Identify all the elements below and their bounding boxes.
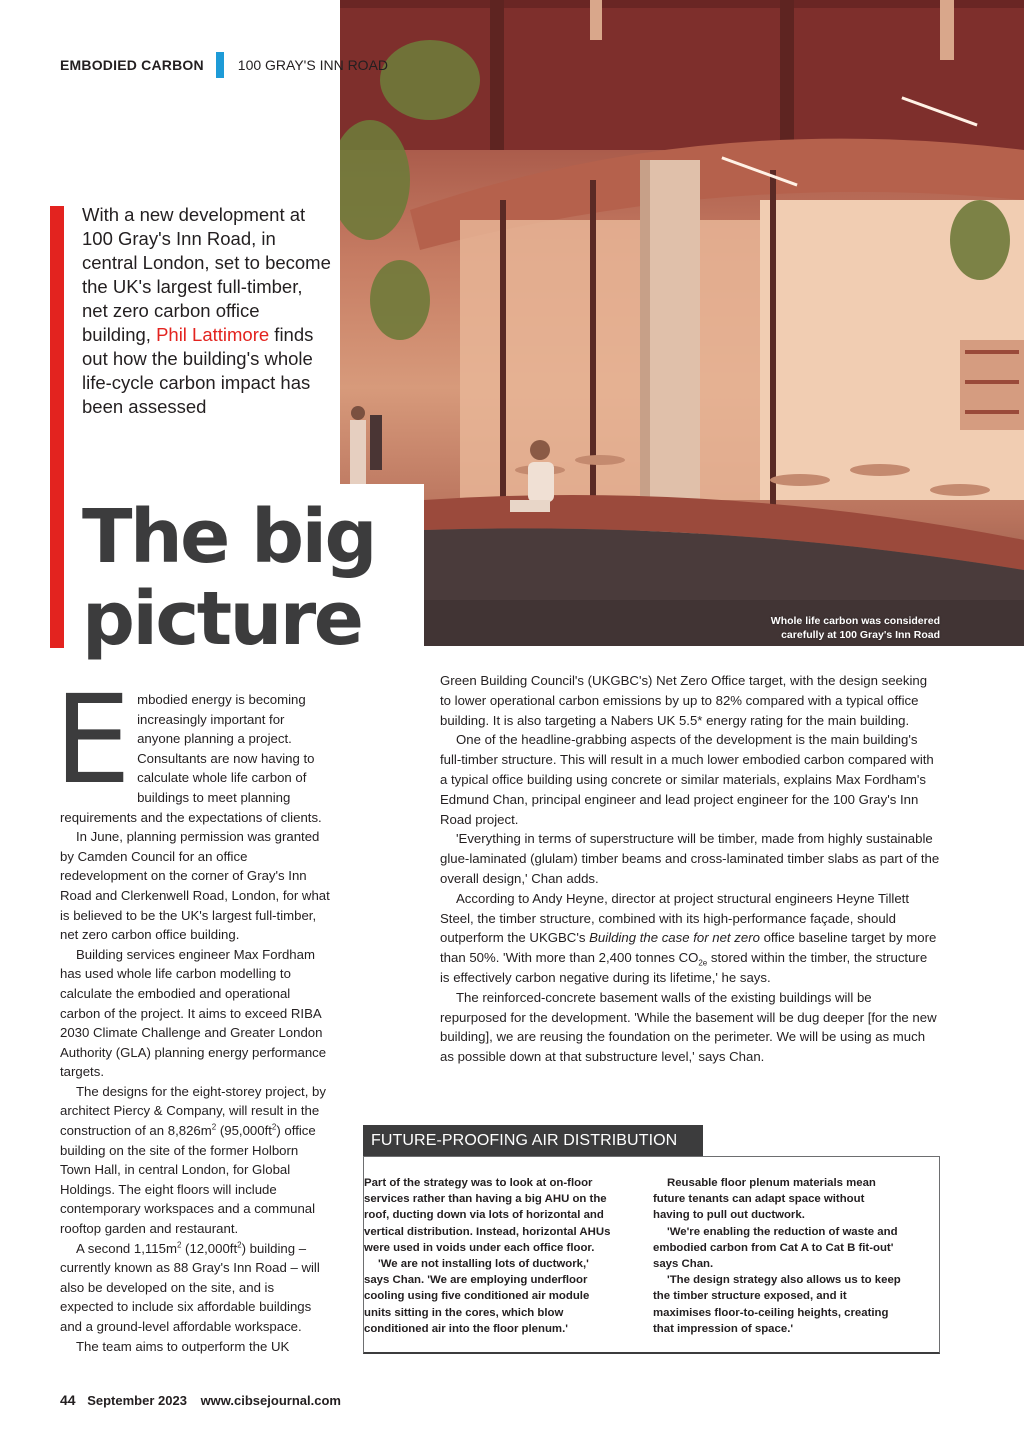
author-name: Phil Lattimore: [156, 324, 270, 345]
body-paragraph: Building services engineer Max Fordham has used whole life carbon modelling to calculate the embodied and operational carbon of the project. It aims to exceed RIBA 2030 Climate Challenge and Greater London Authority (GLA) planning energy performance targets.: [60, 946, 327, 1080]
running-header: [60, 52, 388, 78]
headline-line-1: The big: [82, 494, 375, 580]
paragraph-text: office baseline target by more than 50%. 'With more than 2,400 tonnes CO: [440, 930, 937, 966]
website-link[interactable]: www.cibsejournal.com: [200, 1393, 341, 1408]
box-column-right: [653, 1175, 903, 1337]
header-divider-bar: [216, 52, 224, 78]
headline-line-2: picture: [82, 576, 362, 662]
body-paragraph: [60, 1239, 330, 1337]
superscript: 2: [237, 1240, 242, 1250]
body-paragraph: One of the headline-grabbing aspects of the development is the main building's full-timber structure. This will result in a much lower embodied carbon compared with a typical office building using concrete or similar materials, explains Max Fordham's Edmund Chan, principal engineer and lead project engineer for the 100 Gray's Inn Road project.: [440, 732, 934, 827]
building-rendering-illustration: [340, 0, 1024, 646]
paragraph-text: ) office building on the site of the former Holborn Town Hall, in central London, for Global Holdings. The eight floors will include contemporary workspaces and a communal rooftop garden and restaurant.: [60, 1123, 316, 1237]
subscript: 2e: [698, 958, 708, 968]
paragraph-text: stored within the timber, the structure is effectively carbon negative during its lifetime,' he says.: [440, 950, 928, 985]
sidebar-box: [363, 1156, 940, 1354]
paragraph-text: (95,000ft: [216, 1123, 272, 1139]
body-paragraph: Green Building Council's (UKGBC's) Net Zero Office target, with the design seeking to lower operational carbon emissions by up to 82% compared with a typical office building. It is also targeting a Nabers UK 5.5* energy rating for the main building.: [440, 673, 928, 728]
body-column-1: [54, 669, 330, 1356]
drop-cap: E: [54, 669, 132, 811]
box-paragraph: Part of the strategy was to look at on-floor services rather than having a big AHU on the roof, ducting down via lots of horizontal and vertical distribution. Instead, horizontal AHUs were used in voids under each office floor.: [364, 1177, 611, 1254]
topic-label: 100 GRAY'S INN ROAD: [237, 57, 389, 73]
standfirst-accent-bar: [50, 206, 64, 648]
box-paragraph: Reusable floor plenum materials mean future tenants can adapt space without having to pull out ductwork.: [653, 1177, 876, 1222]
box-paragraph: 'We are not installing lots of ductwork,' says Chan. 'We are employing underfloor cooling using five conditioned air module units sitting in the cores, which blow conditioned air into the floor plenum.': [364, 1258, 590, 1335]
section-label: EMBODIED CARBON: [60, 57, 204, 73]
body-paragraph: [60, 1082, 330, 1239]
paragraph-text: (12,000ft: [181, 1240, 238, 1256]
box-paragraph: 'The design strategy also allows us to keep the timber structure exposed, and it maximises floor-to-ceiling heights, creating that impression of space.': [653, 1274, 901, 1335]
page-footer: [60, 1392, 341, 1408]
body-paragraph: [54, 669, 330, 827]
paragraph-text: ) building – currently known as 88 Gray's Inn Road – will also be developed on the site, and is expected to include six affordable buildings and a ground-level affordable workspace.: [60, 1240, 320, 1334]
standfirst: [82, 203, 332, 419]
paragraph-text: According to Andy Heyne, director at project structural engineers Heyne Tillett Steel, the timber structure, combined with its high-performance façade, should outperform the UKGBC's: [440, 890, 909, 946]
report-title: Building the case for net zero: [589, 930, 760, 946]
box-title: FUTURE-PROOFING AIR DISTRIBUTION: [363, 1125, 703, 1156]
hero-image: [340, 0, 1024, 646]
caption-line-1: Whole life carbon was considered: [770, 615, 940, 627]
box-paragraph: 'We're enabling the reduction of waste and embodied carbon from Cat A to Cat B fit-out' says Chan.: [653, 1225, 898, 1271]
body-paragraph: [440, 889, 940, 988]
paragraph-text: mbodied energy is becoming increasingly important for anyone planning a project. Consultants are now having to calculate whole life carbon of buildings to meet planning requirements and the expectations of clients.: [60, 692, 322, 825]
superscript: 2: [176, 1240, 182, 1250]
standfirst-text-before: With a new development at 100 Gray's Inn Road, in central London, set to become the UK's largest full-timber, net zero carbon office building,: [82, 204, 331, 345]
standfirst-text-after: finds out how the building's whole life-cycle carbon impact has been assessed: [82, 324, 314, 417]
body-paragraph: The reinforced-concrete basement walls of the existing buildings will be repurposed for the development. 'While the basement will be dug deeper [for the new building], we are reusing the foundation on the perimeter. We will be using as much as possible down at that substructure level,' says Chan.: [440, 989, 937, 1065]
caption-line-2: carefully at 100 Gray's Inn Road: [781, 629, 940, 641]
page-number: 44: [60, 1392, 76, 1408]
body-paragraph: In June, planning permission was granted by Camden Council for an office redevelopment on the corner of Gray's Inn Road and Clerkenwell Road, London, for what is believed to be the UK's largest full-timber, net zero carbon office building.: [60, 829, 330, 943]
issue-date: September 2023: [87, 1393, 187, 1408]
superscript: 2: [271, 1122, 277, 1132]
paragraph-text: A second 1,115m: [76, 1240, 177, 1256]
headline: [82, 496, 412, 660]
box-column-left: [364, 1175, 614, 1337]
body-paragraph: The team aims to outperform the UK: [76, 1338, 290, 1354]
superscript: 2: [211, 1122, 217, 1132]
image-caption: [720, 614, 940, 642]
body-paragraph: 'Everything in terms of superstructure will be timber, made from highly sustainable glue-laminated (glulam) timber beams and cross-laminated timber slabs as part of the overall design,' Chan adds.: [440, 831, 940, 886]
paragraph-text: The designs for the eight-storey project, by architect Piercy & Company, will result in the construction of an 8,826m: [60, 1083, 326, 1139]
body-column-2: [440, 671, 940, 1067]
